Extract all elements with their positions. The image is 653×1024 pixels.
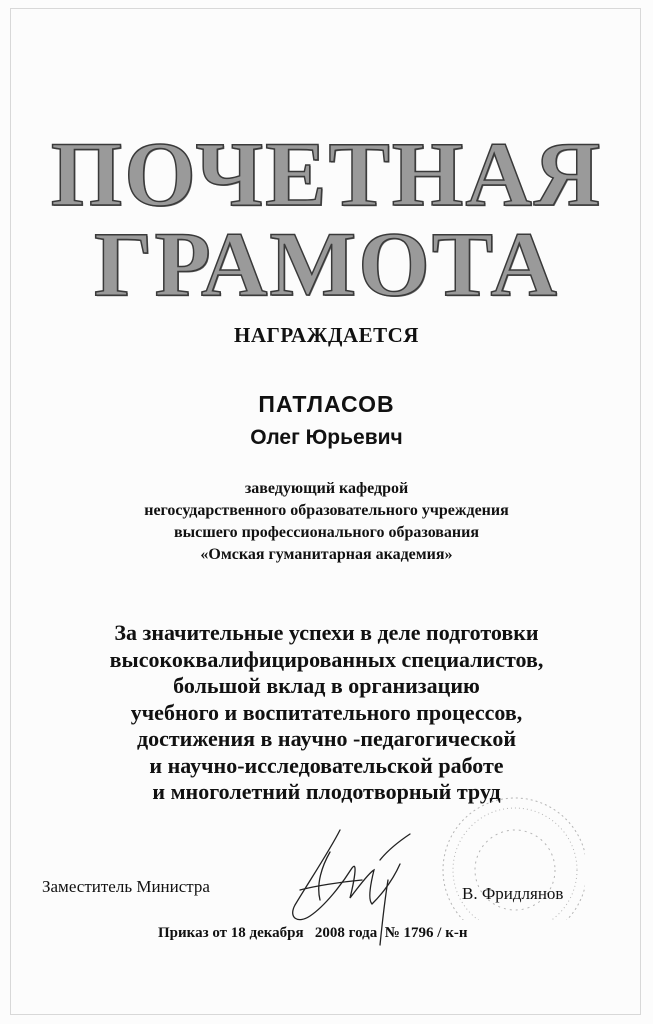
reason-line: достижения в научно -педагогической xyxy=(136,726,517,751)
signatory-name: В. Фридлянов xyxy=(462,884,564,903)
recipient-given-names: Олег Юрьевич xyxy=(250,426,403,449)
certificate-title-line1: ПОЧЕТНАЯ xyxy=(50,123,603,225)
position-line: высшего профессионального образования xyxy=(173,524,480,541)
reason-line: высококвалифицированных специалистов, xyxy=(109,646,544,672)
position-line: негосударственного образовательного учреждения xyxy=(144,502,509,519)
position-line: «Омская гуманитарная академия» xyxy=(200,546,453,563)
recipient-surname: ПАТЛАСОВ xyxy=(258,391,395,417)
reason-line: учебного и воспитательного процессов, xyxy=(130,699,523,725)
position-line: заведующий кафедрой xyxy=(244,480,409,497)
signatory-title: Заместитель Министра xyxy=(42,877,210,896)
order-reference: Приказ от 18 декабря 2008 года № 1796 / к-н xyxy=(158,925,468,941)
reason-line: За значительные успехи в деле подготовки xyxy=(114,620,539,645)
awarded-label: НАГРАЖДАЕТСЯ xyxy=(234,323,419,347)
award-reason xyxy=(0,620,653,806)
reason-line: и научно-исследовательской работе xyxy=(149,752,504,778)
certificate-title-line2: ГРАМОТА xyxy=(93,213,559,315)
recipient-position xyxy=(0,478,653,566)
reason-line: и многолетний плодотворный труд xyxy=(152,779,501,804)
reason-line: большой вклад в организацию xyxy=(173,673,480,698)
